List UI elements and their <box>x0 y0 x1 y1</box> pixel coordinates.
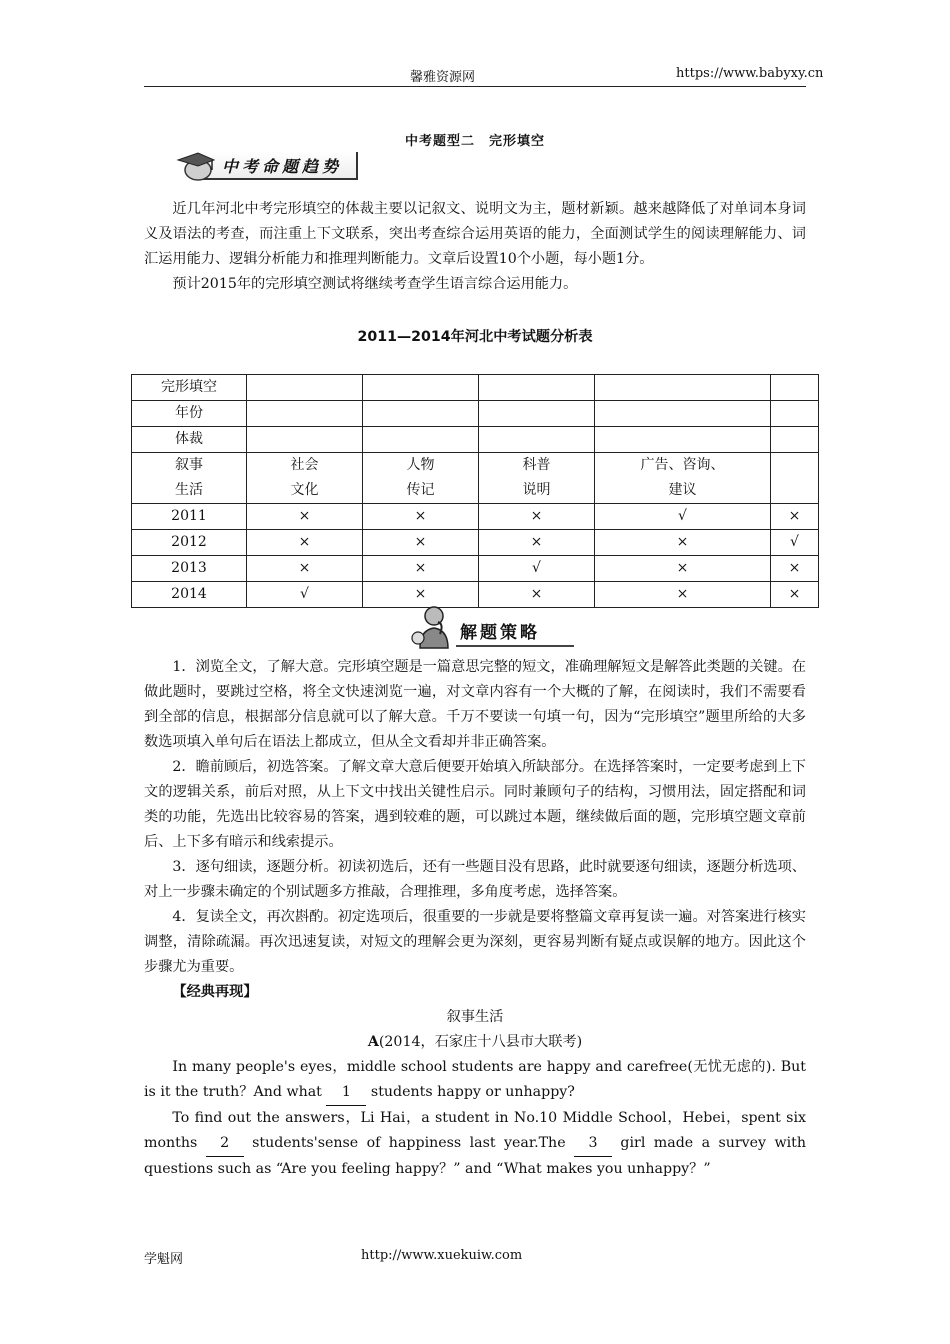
classic-source: A(2014，石家庄十八县市大联考) <box>367 1034 583 1050</box>
header-site-name: 馨雅资源网 <box>410 70 476 85</box>
table-title: 2011—2014年河北中考试题分析表 <box>357 329 593 345</box>
passage-paragraph: In many people's eyes，middle school students are happy and carefree(无忧无虑的). But is it the truth？And what 1 students happy or unhappy? <box>144 1055 806 1106</box>
year-row <box>132 556 819 582</box>
year-cell: 2011 <box>132 504 247 530</box>
footer-site-name: 学魁网 <box>144 1252 184 1267</box>
mark-cell: × <box>479 582 595 608</box>
classic-genre: 叙事生活 <box>446 1009 504 1025</box>
header-divider <box>144 86 806 87</box>
strategy-paragraph: 3．逐句细读，逐题分析。初读初选后，还有一些题目没有思路，此时就要逐句细读，逐题分析选项、对上一步骤未确定的个别试题多方推敲，合理推理，多角度考虑，选择答案。 <box>144 859 806 900</box>
strategy-paragraph: 2．瞻前顾后，初选答案。了解文章大意后便要开始填入所缺部分。在选择答案时，一定要考虑到上下文的逻辑关系，前后对照，从上下文中找出关键性启示。同时兼顾句子的结构，习惯用法，固定搭配和词类的功能，先选出比较容易的答案，遇到较难的题，可以跳过本题，继续做后面的题，完形填空题文章前后、上下多有暗示和线索提示。 <box>144 759 806 850</box>
row-label: 体裁 <box>132 427 247 453</box>
row-label: 完形填空 <box>132 375 247 401</box>
genre-cell: 广告、咨询、 建议 <box>595 453 771 504</box>
strategy-banner <box>410 604 574 650</box>
mark-cell: × <box>363 530 479 556</box>
mark-cell: √ <box>479 556 595 582</box>
footer-url[interactable]: http://www.xuekuiw.com <box>361 1248 523 1263</box>
mark-cell: × <box>479 530 595 556</box>
mark-cell: √ <box>771 530 819 556</box>
mark-cell: √ <box>247 582 363 608</box>
genre-cell <box>771 453 819 504</box>
table-row <box>132 401 819 427</box>
analysis-table <box>131 374 819 608</box>
mark-cell: × <box>771 582 819 608</box>
mark-cell: √ <box>595 504 771 530</box>
blank-1[interactable]: 1 <box>326 1080 366 1106</box>
genre-cell: 人物 传记 <box>363 453 479 504</box>
thinking-person-icon <box>410 604 458 650</box>
table-row <box>132 427 819 453</box>
intro-text <box>144 197 806 297</box>
mark-cell: × <box>771 504 819 530</box>
year-row <box>132 530 819 556</box>
genre-row <box>132 453 819 504</box>
mark-cell: × <box>479 504 595 530</box>
section-title: 中考题型二 完形填空 <box>404 134 545 149</box>
mark-cell: × <box>363 582 479 608</box>
year-row <box>132 504 819 530</box>
year-cell: 2012 <box>132 530 247 556</box>
mark-cell: × <box>771 556 819 582</box>
mark-cell: × <box>247 530 363 556</box>
genre-cell: 科普 说明 <box>479 453 595 504</box>
intro-paragraph: 近几年河北中考完形填空的体裁主要以记叙文、说明文为主，题材新颖。越来越降低了对单词本身词义及语法的考查，而注重上下文联系，突出考查综合运用英语的能力，全面测试学生的阅读理解能力、词汇运用能力、逻辑分析能力和推理判断能力。文章后设置10个小题，每小题1分。 <box>144 201 806 267</box>
year-cell: 2013 <box>132 556 247 582</box>
blank-3[interactable]: 3 <box>574 1131 612 1157</box>
genre-cell: 社会 文化 <box>247 453 363 504</box>
passage-paragraph: To find out the answers，Li Hai，a student in No.10 Middle School，Hebei，spent six months 2 students'sense of happiness last year.The 3 girl made a survey with questions such as “Are you feeling happy？” and “What makes you unhappy？” <box>144 1110 807 1177</box>
mark-cell: × <box>247 556 363 582</box>
mark-cell: × <box>247 504 363 530</box>
graduation-cap-icon <box>176 150 216 182</box>
year-cell: 2014 <box>132 582 247 608</box>
mark-cell: × <box>363 504 479 530</box>
strategy-banner-title: 解题策略 <box>460 623 540 643</box>
mark-cell: × <box>595 582 771 608</box>
strategy-paragraph: 4．复读全文，再次斟酌。初定选项后，很重要的一步就是要将整篇文章再复读一遍。对答案进行核实调整，清除疏漏。再次迅速复读，对短文的理解会更为深刻，更容易判断有疑点或误解的地方。因此这个步骤尤为重要。 <box>144 909 806 975</box>
strategy-text <box>144 655 806 1182</box>
mark-cell: × <box>363 556 479 582</box>
trend-banner <box>176 148 358 182</box>
table-row <box>132 375 819 401</box>
row-label: 年份 <box>132 401 247 427</box>
header-url[interactable]: https://www.babyxy.cn <box>676 66 824 81</box>
classic-label: 【经典再现】 <box>172 984 258 1000</box>
mark-cell: × <box>595 530 771 556</box>
blank-2[interactable]: 2 <box>206 1131 244 1157</box>
trend-banner-title: 中考命题趋势 <box>222 157 343 176</box>
mark-cell: × <box>595 556 771 582</box>
intro-paragraph: 预计2015年的完形填空测试将继续考查学生语言综合运用能力。 <box>172 276 578 292</box>
genre-cell: 叙事 生活 <box>132 453 247 504</box>
strategy-paragraph: 1．浏览全文，了解大意。完形填空题是一篇意思完整的短文，准确理解短文是解答此类题的关键。在做此题时，要跳过空格，将全文快速浏览一遍，对文章内容有一个大概的了解，在阅读时，我们不需要看到全部的信息，根据部分信息就可以了解大意。千万不要读一句填一句，因为“完形填空”题里所给的大多数选项填入单句后在语法上都成立，但从全文看却并非正确答案。 <box>144 659 806 750</box>
